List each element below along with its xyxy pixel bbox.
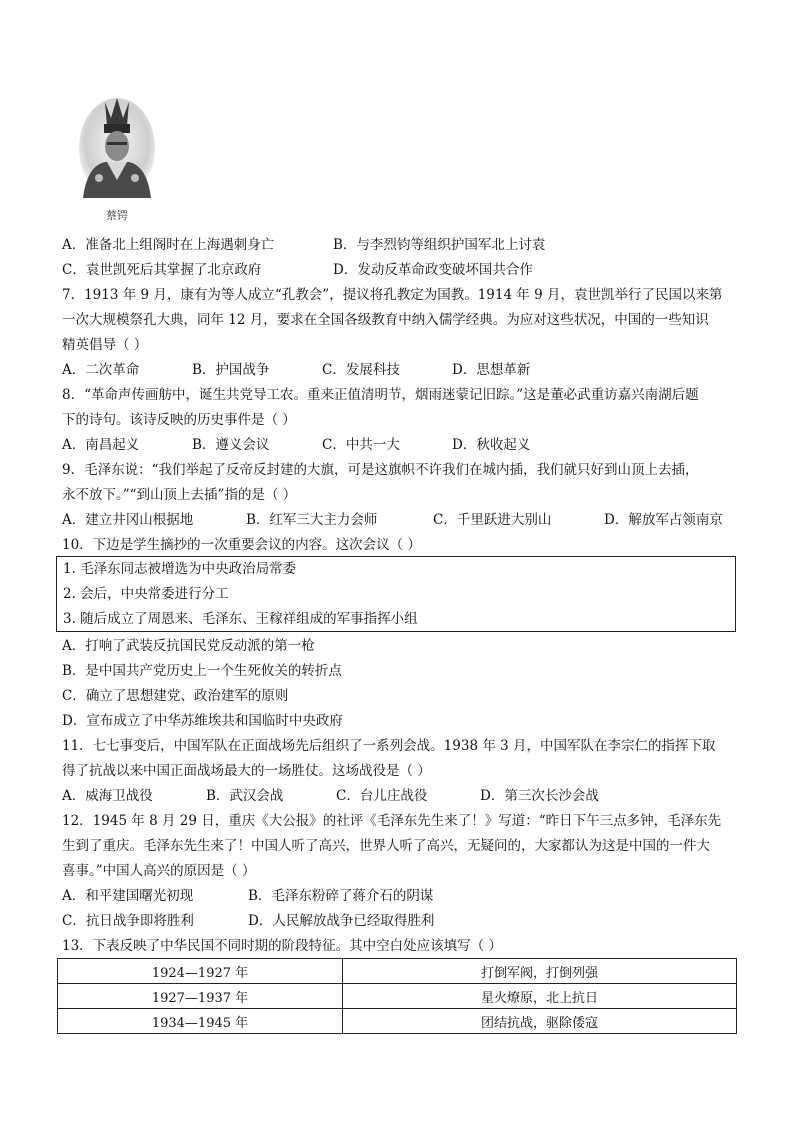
q9-option-b[interactable]: B．红军三大主力会师 [246,512,378,528]
q9-option-d[interactable]: D．解放军占领南京 [604,512,723,528]
period-cell: 1927—1937 年 [58,984,343,1009]
q11-stem-line: 11．七七事变后，中国军队在正面战场先后组织了一系列会战。1938 年 3 月，中国军队在李宗仁的指挥下取 [62,738,716,754]
q8-option-c[interactable]: C．中共一大 [322,437,400,453]
q7-stem-line: 一次大规模祭孔大典，同年 12 月，要求在全国各级教育中纳入儒学经典。为应对这些状况，中国的一些知识 [62,312,709,328]
q10-option-b[interactable]: B．是中国共产党历史上一个生死攸关的转折点 [62,663,342,679]
q7-stem-line: 7．1913 年 9 月，康有为等人成立“孔教会”，提议将孔教定为国教。1914 年 9 月，袁世凯举行了民国以来第 [62,287,723,303]
period-cell: 1934—1945 年 [58,1009,343,1034]
q6-option-c[interactable]: C．袁世凯死后其掌握了北京政府 [62,262,262,278]
q7-option-d[interactable]: D．思想革新 [452,362,531,378]
q6-option-d[interactable]: D．发动反革命政变破坏国共合作 [333,262,533,278]
q12-option-b[interactable]: B．毛泽东粉碎了蒋介石的阴谋 [248,888,434,904]
q7-option-b[interactable]: B．护国战争 [192,362,270,378]
q10-option-d[interactable]: D．宣布成立了中华苏维埃共和国临时中央政府 [62,713,343,729]
q10-stem: 10．下边是学生摘抄的一次重要会议的内容。这次会议（ ） [62,537,421,553]
q12-option-a[interactable]: A．和平建国曙光初现 [62,888,194,904]
q12-option-d[interactable]: D．人民解放战争已经取得胜利 [248,913,435,929]
q10-excerpt-line: 3. 随后成立了周恩来、毛泽东、王稼祥组成的军事指挥小组 [63,611,418,627]
q8-option-a[interactable]: A．南昌起义 [62,437,140,453]
q7-option-a[interactable]: A．二次革命 [62,362,140,378]
q13-stem: 13．下表反映了中华民国不同时期的阶段特征。其中空白处应该填写（ ） [62,938,502,954]
q8-option-d[interactable]: D．秋收起义 [452,437,531,453]
table-row [58,959,737,984]
portrait-caption: 蔡锷 [106,209,128,222]
q10-option-c[interactable]: C．确立了思想建党、政治建军的原则 [62,688,289,704]
q10-excerpt-box [56,556,736,632]
table-row [58,1009,737,1034]
q8-stem-line: 下的诗句。该诗反映的历史事件是（ ） [62,412,296,428]
q11-option-c[interactable]: C．台儿庄战役 [336,788,428,804]
q13-table [57,958,737,1034]
q12-stem-line: 生到了重庆。毛泽东先生来了！中国人听了高兴，世界人听了高兴，无疑问的，大家都认为这是中国的一件大 [62,838,710,854]
q12-stem-line: 12．1945 年 8 月 29 日，重庆《大公报》的社评《毛泽东先生来了！》写道：“昨日下午三点多钟，毛泽东先 [62,813,722,829]
q11-option-a[interactable]: A．威海卫战役 [62,788,153,804]
q8-stem-line: 8．“革命声传画舫中，诞生共党导工农。重来正值清明节，烟雨迷蒙记旧踪。”这是董必武重访嘉兴南湖后题 [62,387,699,403]
period-cell: 1924—1927 年 [58,959,343,984]
q12-stem-line: 喜事。”中国人高兴的原因是（ ） [62,863,256,879]
q9-option-a[interactable]: A．建立井冈山根据地 [62,512,194,528]
table-row [58,984,737,1009]
q7-option-c[interactable]: C．发展科技 [322,362,400,378]
q7-stem-line: 精英倡导（ ） [62,337,148,353]
q11-option-b[interactable]: B．武汉会战 [206,788,284,804]
q9-option-c[interactable]: C．千里跃进大别山 [433,512,552,528]
q9-stem-line: 9．毛泽东说：“我们举起了反帝反封建的大旗，可是这旗帜不许我们在城内插，我们就只好到山顶上去插， [62,462,699,478]
q12-option-c[interactable]: C．抗日战争即将胜利 [62,913,194,929]
feature-cell: 团结抗战，驱除倭寇 [343,1009,737,1034]
q6-option-a[interactable]: A．准备北上组阁时在上海遇刺身亡 [62,237,275,253]
q10-excerpt-line: 2. 会后，中央常委进行分工 [63,586,229,602]
q8-option-b[interactable]: B．遵义会议 [192,437,270,453]
q10-excerpt-line: 1. 毛泽东同志被增选为中央政治局常委 [63,561,297,577]
q11-stem-line: 得了抗战以来中国正面战场最大的一场胜仗。这场战役是（ ） [62,763,431,779]
feature-cell: 打倒军阀，打倒列强 [343,959,737,984]
q9-stem-line: 永不放下。”“到山顶上去插”指的是（ ） [62,487,297,503]
q11-option-d[interactable]: D．第三次长沙会战 [480,788,599,804]
q10-option-a[interactable]: A．打响了武装反抗国民党反动派的第一枪 [62,638,315,654]
q6-option-b[interactable]: B．与李烈钧等组织护国军北上讨袁 [333,237,546,253]
feature-cell: 星火燎原，北上抗日 [343,984,737,1009]
